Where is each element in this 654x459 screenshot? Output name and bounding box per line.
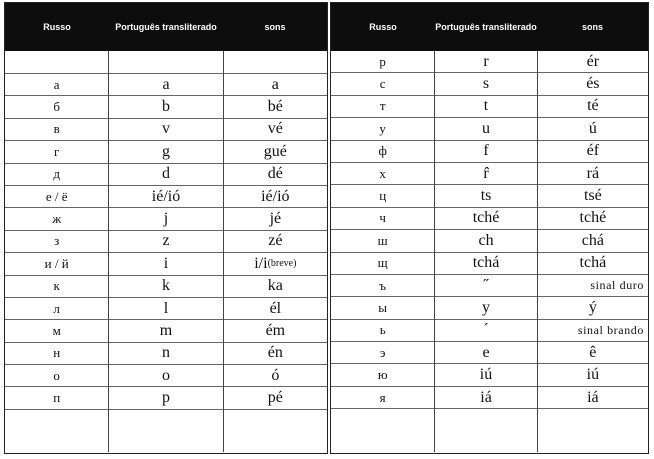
russian-letter: м [5, 320, 108, 342]
transliteration: g [109, 141, 222, 163]
transliteration: b [109, 96, 222, 118]
right-table [330, 2, 649, 454]
left-col-russian [5, 51, 108, 452]
sound-text: és [586, 75, 600, 93]
sound [224, 253, 327, 275]
russian-letter: ф [331, 141, 434, 163]
right-table-header [331, 3, 648, 51]
sound [224, 119, 327, 141]
russian-letter: г [5, 141, 108, 163]
transliteration: r̂ [435, 163, 536, 185]
transliteration: o [109, 365, 222, 387]
russian-letter: т [331, 96, 434, 118]
sound-text: éf [586, 142, 600, 160]
russian-letter: ъ [331, 275, 434, 297]
transliteration: ch [435, 230, 536, 252]
header-portuguese: Português transliterado [435, 21, 537, 32]
russian-letter: а [5, 74, 108, 96]
header-russian: Russo [43, 21, 71, 32]
russian-letter: ж [5, 208, 108, 230]
sound [538, 230, 648, 252]
sound [224, 141, 327, 163]
sound-text: i/i [254, 254, 268, 272]
russian-letter: л [5, 298, 108, 320]
sound [538, 96, 648, 118]
left-table-header [5, 3, 327, 51]
transliteration: ié/ió [109, 186, 222, 208]
sound-text: jé [269, 210, 282, 228]
sound [224, 365, 327, 387]
russian-letter: к [5, 276, 108, 298]
sound-text: ié/ió [261, 187, 290, 205]
transliteration: i [109, 253, 222, 275]
sound [224, 298, 327, 320]
transliteration: m [109, 320, 222, 342]
russian-letter: ч [331, 208, 434, 230]
right-col-portuguese [434, 51, 536, 452]
sound [224, 74, 327, 96]
spacer-row [5, 51, 108, 74]
transliteration: z [109, 231, 222, 253]
sound-text: dé [267, 165, 283, 183]
transliteration: p [109, 387, 222, 409]
transliteration: ˝ [435, 275, 536, 297]
left-table-body [5, 51, 327, 452]
sound [538, 320, 648, 342]
transliteration: ts [435, 185, 536, 207]
russian-letter: х [331, 163, 434, 185]
sound-text: ý [588, 298, 597, 316]
transliteration: s [435, 73, 536, 95]
sound-text: ka [267, 277, 283, 295]
transliteration: r [435, 51, 536, 73]
sound-text: tchá [579, 254, 607, 272]
sound-text: a [271, 75, 279, 93]
sound-text: zé [268, 232, 283, 250]
sound-text: ê [589, 343, 597, 361]
sound [538, 275, 648, 297]
sound-text: pé [267, 389, 283, 407]
sound-text: iú [586, 366, 600, 384]
sound-text: gué [263, 142, 287, 160]
russian-letter: я [331, 387, 434, 409]
sound-text: vé [267, 120, 283, 138]
russian-letter: н [5, 343, 108, 365]
transliteration: v [109, 119, 222, 141]
transliteration: y [435, 297, 536, 319]
transliteration: k [109, 276, 222, 298]
sound-text: bé [267, 98, 283, 116]
sound-text: té [587, 97, 599, 115]
header-portuguese: Português transliterado [115, 21, 217, 32]
transliteration: j [109, 208, 222, 230]
header-sounds: sons [581, 21, 603, 32]
sound-text: ó [271, 366, 280, 384]
left-col-portuguese [108, 51, 222, 452]
russian-letter: и / й [5, 253, 108, 275]
sound [538, 185, 648, 207]
russian-letter: б [5, 96, 108, 118]
sound [538, 51, 648, 73]
sound-text: ú [588, 119, 597, 137]
sound-text: ém [265, 321, 286, 339]
sound [538, 253, 648, 275]
transliteration: ˊ [435, 320, 536, 342]
transliteration: e [435, 342, 536, 364]
russian-letter: ю [331, 364, 434, 386]
sound [538, 387, 648, 409]
transliteration: iú [435, 364, 536, 386]
sound-text: tsé [583, 187, 602, 205]
transliteration: tché [435, 208, 536, 230]
sound [224, 343, 327, 365]
transliteration: l [109, 298, 222, 320]
transliteration: t [435, 96, 536, 118]
sound [224, 96, 327, 118]
sound-text: én [267, 344, 283, 362]
sound [538, 141, 648, 163]
russian-letter: ш [331, 230, 434, 252]
transliteration: n [109, 343, 222, 365]
sound-note: (breve) [267, 258, 297, 270]
transliteration: u [435, 118, 536, 140]
transliteration: iá [435, 387, 536, 409]
sound [538, 208, 648, 230]
russian-letter: в [5, 119, 108, 141]
sound [224, 208, 327, 230]
sound [224, 320, 327, 342]
russian-letter: э [331, 342, 434, 364]
sound [538, 364, 648, 386]
sound [224, 186, 327, 208]
transliteration: f [435, 141, 536, 163]
russian-letter: д [5, 164, 108, 186]
transliteration: tchá [435, 253, 536, 275]
russian-letter: с [331, 73, 434, 95]
sound [538, 163, 648, 185]
sound-text: chá [581, 231, 604, 249]
header-sounds: sons [264, 21, 286, 32]
russian-letter: ь [331, 320, 434, 342]
sound-text: sinal brando [577, 322, 644, 337]
russian-letter: у [331, 118, 434, 140]
russian-letter: з [5, 231, 108, 253]
left-col-sounds [223, 51, 327, 452]
russian-letter: р [331, 51, 434, 73]
transliteration: d [109, 164, 222, 186]
spacer-row [109, 51, 222, 74]
sound-text: iá [587, 388, 599, 406]
sound-text: él [269, 299, 282, 317]
sound [224, 231, 327, 253]
sound-text: ér [586, 52, 600, 70]
russian-letter: п [5, 387, 108, 409]
transliteration: a [109, 74, 222, 96]
sound [224, 387, 327, 409]
right-col-russian [331, 51, 434, 452]
sound-text: sinal duro [590, 278, 644, 293]
right-col-sounds [537, 51, 648, 452]
left-table [4, 2, 328, 454]
header-russian: Russo [369, 21, 397, 32]
russian-letter: ы [331, 297, 434, 319]
sound [538, 73, 648, 95]
sound [538, 118, 648, 140]
sound-text: tché [579, 209, 607, 227]
spacer-row [224, 51, 327, 74]
russian-letter: ц [331, 185, 434, 207]
sound-text: rá [586, 164, 600, 182]
russian-letter: о [5, 365, 108, 387]
sound [224, 276, 327, 298]
right-table-body [331, 51, 648, 452]
sound [538, 297, 648, 319]
sound [224, 164, 327, 186]
russian-letter: щ [331, 253, 434, 275]
russian-letter: е / ё [5, 186, 108, 208]
sound [538, 342, 648, 364]
